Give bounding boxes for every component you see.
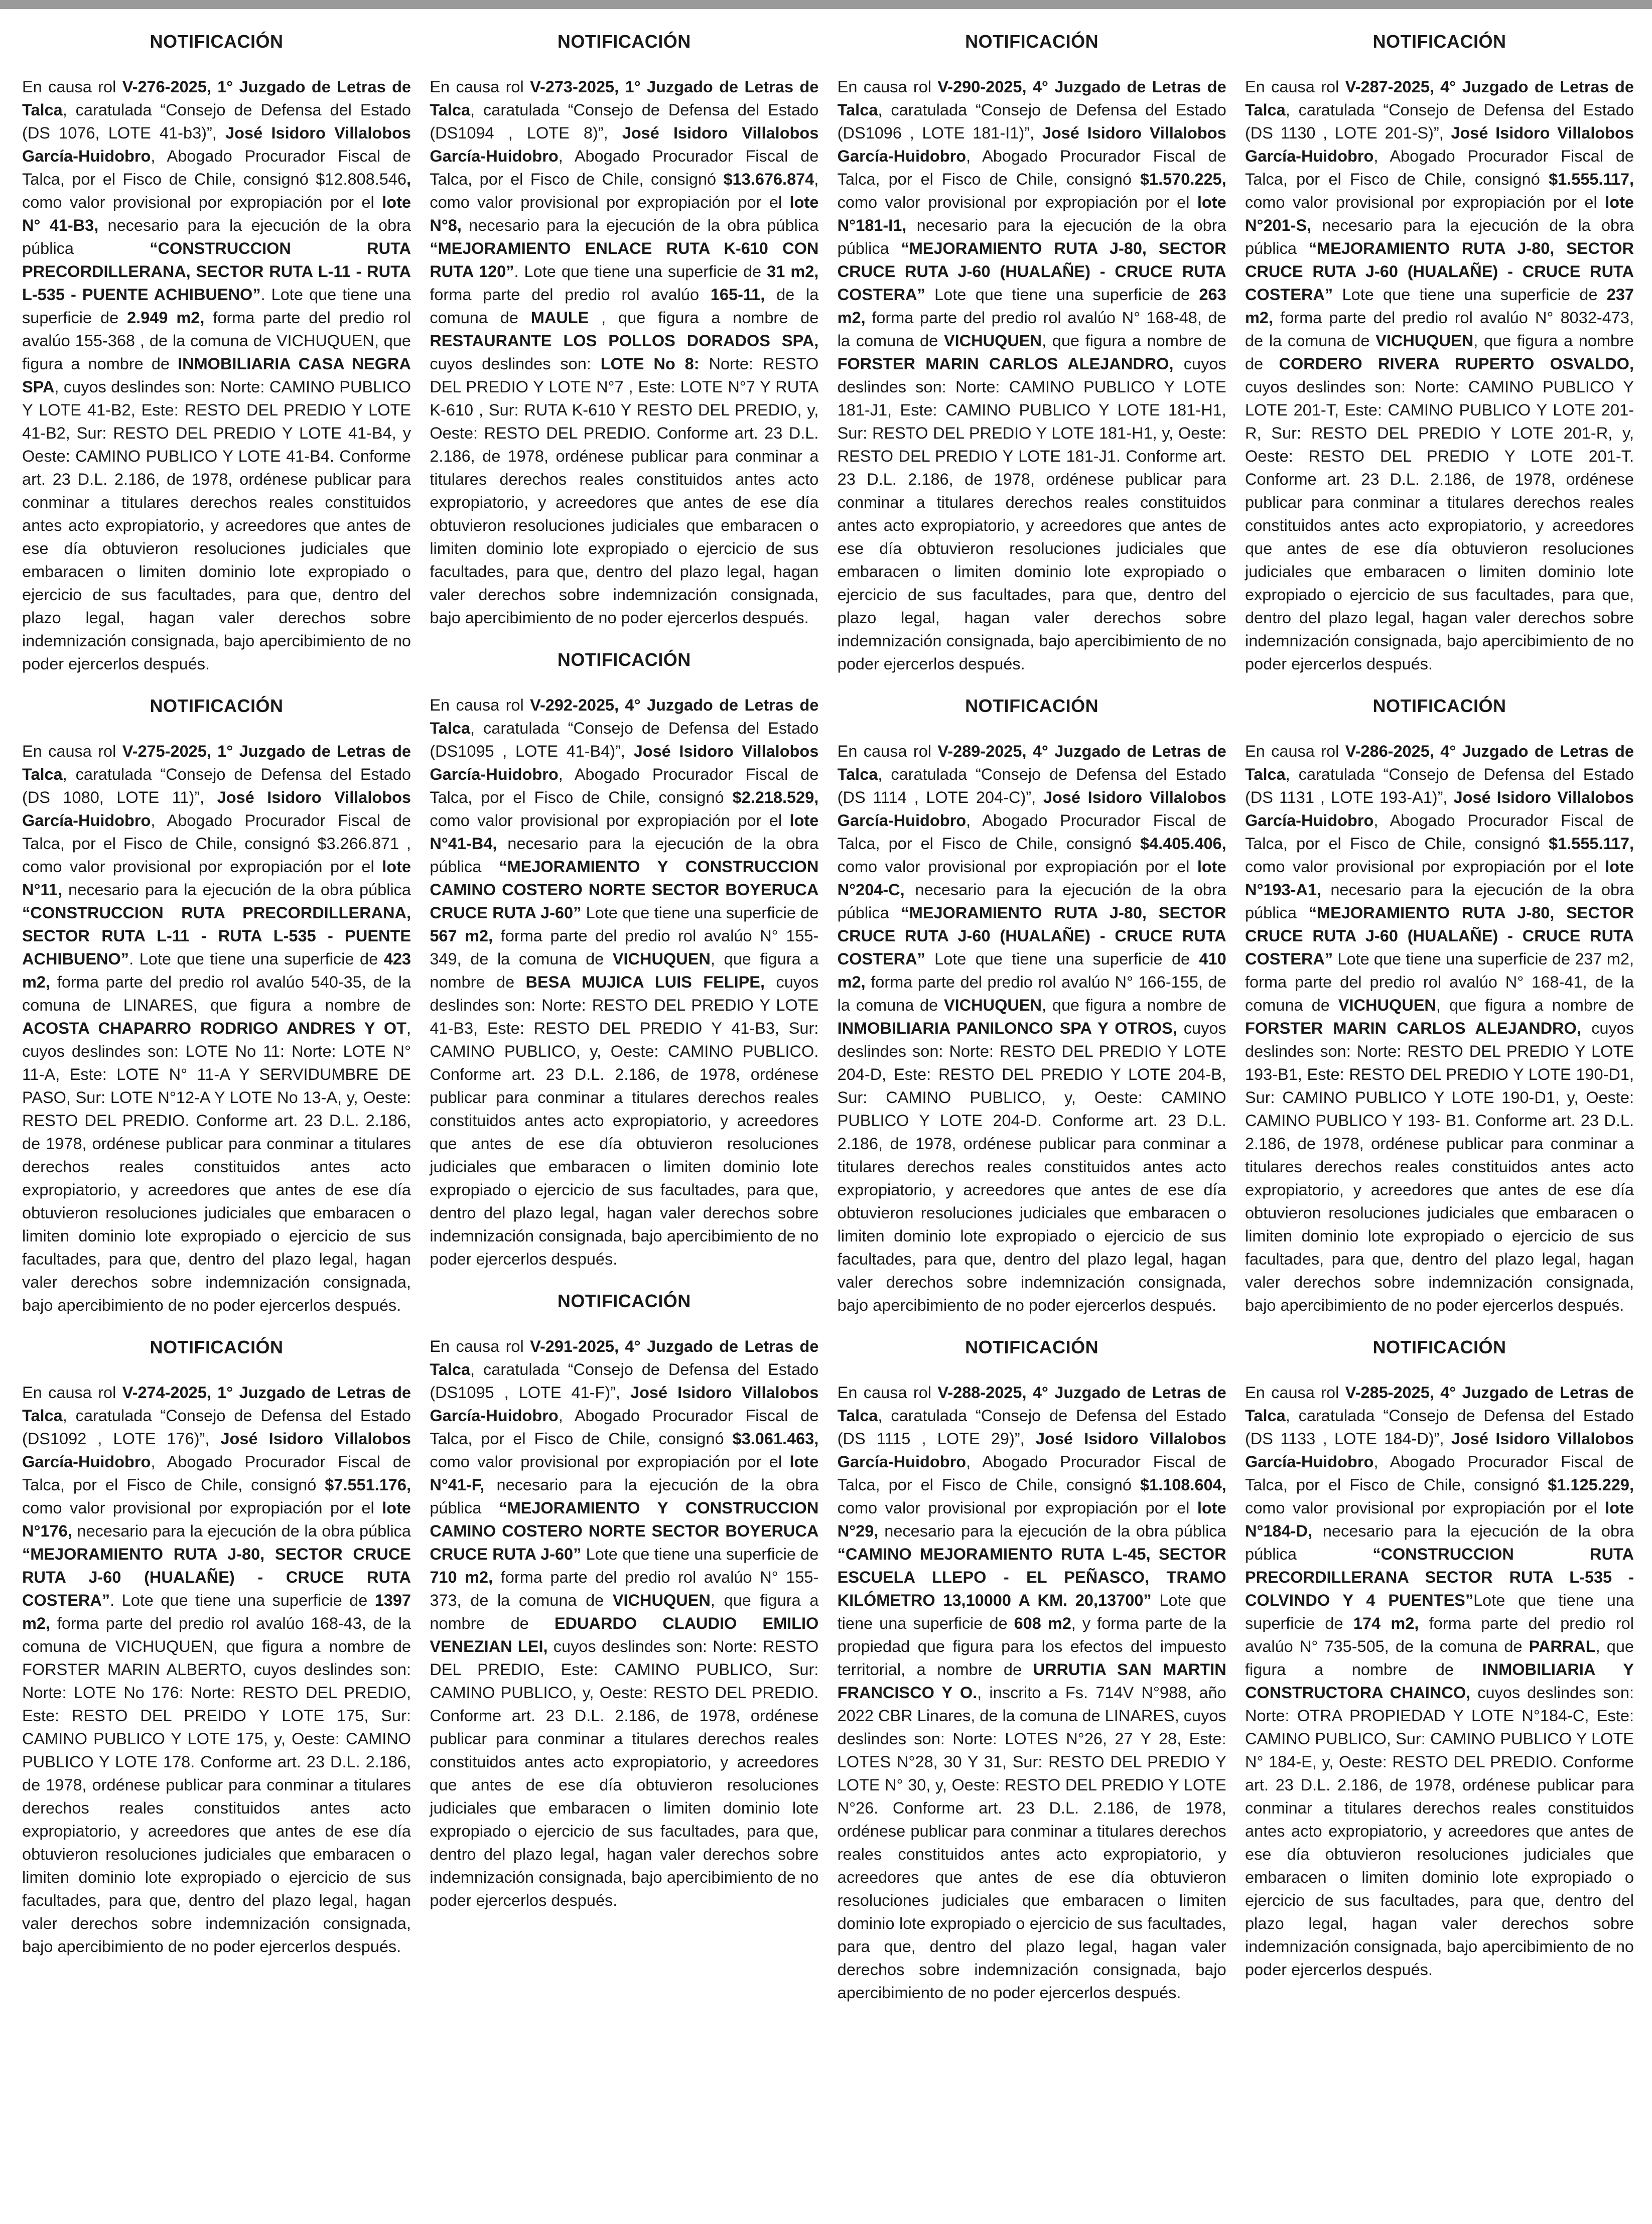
bold-run: BESA MUJICA LUIS FELIPE, [525,973,765,991]
bold-run: lote N°176, [22,1499,411,1540]
bold-run: “CONSTRUCCION RUTA PRECORDILLERANA, SECTOR RUTA L-11 - RUTA L-535 - PUENTE ACHIBUENO” [22,239,411,304]
notice [22,31,411,675]
bold-run: José Isidoro Villalobos García-Huidobro [1245,788,1634,829]
notice-heading: NOTIFICACIÓN [557,649,691,670]
column-3 [838,26,1226,2224]
bold-run: lote N°41-B4, [430,811,819,853]
bold-run: V-290-2025, 4° Juzgado de Letras de Talca [837,78,1226,119]
bold-run: $1.125.229, [1548,1476,1634,1494]
bold-run: 237 m2, [1245,286,1634,327]
bold-run: 423 m2, [22,950,411,991]
bold-run: VICHUQUEN [943,996,1042,1014]
bold-run: V-276-2025, 1° Juzgado de Letras de Talca [22,78,411,119]
bold-run: V-273-2025, 1° Juzgado de Letras de Talca [430,78,819,119]
bold-run: “CONSTRUCCION RUTA PRECORDILLERANA, SECTOR RUTA L-11 - RUTA L-535 - PUENTE ACHIBUENO” [22,904,411,968]
bold-run: 1397 m2, [22,1591,411,1632]
bold-run: José Isidoro Villalobos García-Huidobro [430,742,819,783]
bold-run: V-275-2025, 1° Juzgado de Letras de Talca [22,742,411,783]
notice-body: En causa rol V-289-2025, 4° Juzgado de Letras de Talca, caratulada “Consejo de Defensa del Estado (DS 1114 , LOTE 204-C)”, José Isidoro Villalobos García-Huidobro, Abogado Procurador Fiscal de Talca, por el Fisco de Chile, consignó $4.405.406, como valor provisional por expropiación por el lote N°204-C, necesario para la ejecución de la obra pública “MEJORAMIENTO RUTA J-80, SECTOR CRUCE RUTA J-60 (HUALAÑE) - CRUCE RUTA COSTERA” Lote que tiene una superficie de 410 m2, forma parte del predio rol avalúo N° 166-155, de la comuna de VICHUQUEN, que figura a nombre de INMOBILIARIA PANILONCO SPA Y OTROS, cuyos deslindes son: Norte: RESTO DEL PREDIO Y LOTE 204-D, Este: RESTO DEL PREDIO Y LOTE 204-B, Sur: CAMINO PUBLICO, y, Oeste: CAMINO PUBLICO Y LOTE 204-D. Conforme art. 23 D.L. 2.186, de 1978, ordénese publicar para conminar a titulares derechos reales constituidos antes acto expropiatorio, y acreedores que antes de ese día obtuvieron resoluciones judiciales que embaracen o limiten dominio lote expropiado o ejercicio de sus facultades, para que, dentro del plazo legal, hagan valer derechos sobre indemnización consignada, bajo apercibimiento de no poder ejercerlos después. [837,742,1226,1314]
notice [1245,696,1634,1317]
notice-heading: NOTIFICACIÓN [1372,1337,1506,1357]
notice-heading: NOTIFICACIÓN [150,31,284,52]
bold-run: “MEJORAMIENTO Y CONSTRUCCION CAMINO COSTERO NORTE SECTOR BOYERUCA CRUCE RUTA J-60” [430,1499,819,1563]
bold-run: José Isidoro Villalobos García-Huidobro [22,1430,411,1471]
notice-body: En causa rol V-286-2025, 4° Juzgado de Letras de Talca, caratulada “Consejo de Defensa del Estado (DS 1131 , LOTE 193-A1)”, José Isidoro Villalobos García-Huidobro, Abogado Procurador Fiscal de Talca, por el Fisco de Chile, consignó $1.555.117, como valor provisional por expropiación por el lote N°193-A1, necesario para la ejecución de la obra pública “MEJORAMIENTO RUTA J-80, SECTOR CRUCE RUTA J-60 (HUALAÑE) - CRUCE RUTA COSTERA” Lote que tiene una superficie de 237 m2, forma parte del predio rol avalúo N° 168-41, de la comuna de VICHUQUEN, que figura a nombre de FORSTER MARIN CARLOS ALEJANDRO, cuyos deslindes son: Norte: RESTO DEL PREDIO Y LOTE 193-B1, Este: RESTO DEL PREDIO Y LOTE 190-D1, Sur: CAMINO PUBLICO Y LOTE 190-D1, y, Oeste: CAMINO PUBLICO Y 193- B1. Conforme art. 23 D.L. 2.186, de 1978, ordénese publicar para conminar a titulares derechos reales constituidos antes acto expropiatorio, y acreedores que antes de ese día obtuvieron resoluciones judiciales que embaracen o limiten dominio lote expropiado o ejercicio de sus facultades, para que, dentro del plazo legal, hagan valer derechos sobre indemnización consignada, bajo apercibimiento de no poder ejercerlos después. [1245,742,1634,1314]
bold-run: lote N° 41-B3, [22,193,411,234]
bold-run: $1.108.604, [1140,1476,1226,1494]
bold-run: LOTE No 8: [600,355,700,373]
bold-run: José Isidoro Villalobos García-Huidobro [837,1430,1226,1471]
bold-run: “CONSTRUCCION RUTA PRECORDILLERANA SECTOR RUTA L-535 - COLVINDO Y 4 PUENTES” [1245,1545,1634,1609]
bold-run: lote N°11, [22,858,411,899]
bold-run: “MEJORAMIENTO RUTA J-80, SECTOR CRUCE RUTA J-60 (HUALAÑE) - CRUCE RUTA COSTERA” [22,1545,411,1609]
bold-run: José Isidoro Villalobos García-Huidobro [837,124,1226,165]
bold-run: “MEJORAMIENTO ENLACE RUTA K-610 CON RUTA 120” [430,239,819,281]
column-2 [430,26,818,2224]
bold-run: José Isidoro Villalobos García-Huidobro [22,788,411,829]
bold-run: VICHUQUEN [612,1591,711,1609]
bold-run: PARRAL [1529,1637,1596,1655]
bold-run: “MEJORAMIENTO RUTA J-80, SECTOR CRUCE RUTA J-60 (HUALAÑE) - CRUCE RUTA COSTERA” [837,904,1226,968]
bold-run: José Isidoro Villalobos García-Huidobro [430,124,819,165]
bold-run: VICHUQUEN [943,332,1042,350]
bold-run: lote N°204-C, [837,858,1226,899]
bold-run: V-274-2025, 1° Juzgado de Letras de Talca [22,1383,411,1425]
notice-heading: NOTIFICACIÓN [150,1337,284,1357]
notice [430,649,818,1271]
bold-run: $4.405.406, [1140,835,1226,853]
notice [430,31,818,629]
bold-run: 2.949 m2, [127,309,205,327]
bold-run: José Isidoro Villalobos García-Huidobro [430,1383,819,1425]
bold-run: $3.061.463, [732,1430,819,1448]
bold-run: RESTAURANTE LOS POLLOS DORADOS SPA, [430,332,819,350]
bold-run: 608 m2 [1014,1614,1071,1632]
bold-run: EDUARDO CLAUDIO EMILIO VENEZIAN LEI, [430,1614,819,1655]
bold-run: V-292-2025, 4° Juzgado de Letras de Talca [430,696,819,737]
bold-run: José Isidoro Villalobos García-Huidobro [1245,1430,1634,1471]
notice [1245,1337,1634,1981]
bold-run: 410 m2, [837,950,1226,991]
notice-heading: NOTIFICACIÓN [150,696,284,716]
bold-run: INMOBILIARIA CASA NEGRA SPA [22,355,411,396]
bold-run: 31 m2, [767,262,819,281]
bold-run: $1.555.117, [1549,835,1634,853]
bold-run: URRUTIA SAN MARTIN FRANCISCO Y O. [837,1660,1226,1702]
bold-run: lote N°181-I1, [837,193,1226,234]
bold-run: 710 m2, [430,1568,493,1586]
notice-heading: NOTIFICACIÓN [1372,31,1506,52]
bold-run: lote N°41-F, [430,1453,819,1494]
notice-body: En causa rol V-275-2025, 1° Juzgado de Letras de Talca, caratulada “Consejo de Defensa del Estado (DS 1080, LOTE 11)”, José Isidoro Villalobos García-Huidobro, Abogado Procurador Fiscal de Talca, por el Fisco de Chile, consignó $3.266.871 , como valor provisional por expropiación por el lote N°11, necesario para la ejecución de la obra pública “CONSTRUCCION RUTA PRECORDILLERANA, SECTOR RUTA L-11 - RUTA L-535 - PUENTE ACHIBUENO”. Lote que tiene una superficie de 423 m2, forma parte del predio rol avalúo 540-35, de la comuna de LINARES, que figura a nombre de ACOSTA CHAPARRO RODRIGO ANDRES Y OT, cuyos deslindes son: LOTE No 11: Norte: LOTE N° 11-A, Este: LOTE N° 11-A Y SERVIDUMBRE DE PASO, Sur: LOTE N°12-A Y LOTE No 13-A, y, Oeste: RESTO DEL PREDIO. Conforme art. 23 D.L. 2.186, de 1978, ordénese publicar para conminar a titulares derechos reales constituidos antes acto expropiatorio, y acreedores que antes de ese día obtuvieron resoluciones judiciales que embaracen o limiten dominio lote expropiado o ejercicio de sus facultades, para que, dentro del plazo legal, hagan valer derechos sobre indemnización consignada, bajo apercibimiento de no poder ejercerlos después. [22,742,411,1314]
notice-body: En causa rol V-274-2025, 1° Juzgado de Letras de Talca, caratulada “Consejo de Defensa del Estado (DS1092 , LOTE 176)”, José Isidoro Villalobos García-Huidobro, Abogado Procurador Fiscal de Talca, por el Fisco de Chile, consignó $7.551.176, como valor provisional por expropiación por el lote N°176, necesario para la ejecución de la obra pública “MEJORAMIENTO RUTA J-80, SECTOR CRUCE RUTA J-60 (HUALAÑE) - CRUCE RUTA COSTERA”. Lote que tiene una superficie de 1397 m2, forma parte del predio rol avalúo 168-43, de la comuna de VICHUQUEN, que figura a nombre de FORSTER MARIN ALBERTO, cuyos deslindes son: Norte: LOTE No 176: Norte: RESTO DEL PREDIO, Este: RESTO DEL PREIDO Y LOTE 175, Sur: CAMINO PUBLICO Y LOTE 175, y, Oeste: CAMINO PUBLICO Y LOTE 178. Conforme art. 23 D.L. 2.186, de 1978, ordénese publicar para conminar a titulares derechos reales constituidos antes acto expropiatorio, y acreedores que antes de ese día obtuvieron resoluciones judiciales que embaracen o limiten dominio lote expropiado o ejercicio de sus facultades, para que, dentro del plazo legal, hagan valer derechos sobre indemnización consignada, bajo apercibimiento de no poder ejercerlos después. [22,1383,411,1956]
bold-run: V-291-2025, 4° Juzgado de Letras de Talca [430,1337,819,1378]
bold-run: , [406,170,411,188]
notice-body: En causa rol V-273-2025, 1° Juzgado de Letras de Talca, caratulada “Consejo de Defensa del Estado (DS1094 , LOTE 8)”, José Isidoro Villalobos García-Huidobro, Abogado Procurador Fiscal de Talca, por el Fisco de Chile, consignó $13.676.874, como valor provisional por expropiación por el lote N°8, necesario para la ejecución de la obra pública “MEJORAMIENTO ENLACE RUTA K-610 CON RUTA 120”. Lote que tiene una superficie de 31 m2, forma parte del predio rol avalúo 165-11, de la comuna de MAULE , que figura a nombre de RESTAURANTE LOS POLLOS DORADOS SPA, cuyos deslindes son: LOTE No 8: Norte: RESTO DEL PREDIO Y LOTE N°7 , Este: LOTE N°7 Y RUTA K-610 , Sur: RUTA K-610 Y RESTO DEL PREDIO, y, Oeste: RESTO DEL PREDIO. Conforme art. 23 D.L. 2.186, de 1978, ordénese publicar para conminar a titulares derechos reales constituidos antes acto expropiatorio, y acreedores que antes de ese día obtuvieron resoluciones judiciales que embaracen o limiten dominio lote expropiado o ejercicio de sus facultades, para que, dentro del plazo legal, hagan valer derechos sobre indemnización consignada, bajo apercibimiento de no poder ejercerlos después. [430,78,819,627]
bold-run: “MEJORAMIENTO Y CONSTRUCCION CAMINO COSTERO NORTE SECTOR BOYERUCA CRUCE RUTA J-60” [430,858,819,922]
bold-run: INMOBILIARIA Y CONSTRUCTORA CHAINCO, [1245,1660,1634,1702]
bold-run: 174 m2, [1353,1614,1419,1632]
bold-run: José Isidoro Villalobos García-Huidobro [837,788,1226,829]
bold-run: 165-11, [710,286,765,304]
bold-run: José Isidoro Villalobos García-Huidobro [22,124,411,165]
bold-run: V-285-2025, 4° Juzgado de Letras de Talca [1245,1383,1634,1425]
bold-run: V-288-2025, 4° Juzgado de Letras de Talca [837,1383,1226,1425]
notice-heading: NOTIFICACIÓN [965,696,1099,716]
notices-page [0,9,1652,2224]
bold-run: CORDERO RIVERA RUPERTO OSVALDO, [1279,355,1634,373]
bold-run: lote N°193-A1, [1245,858,1634,899]
bold-run: lote N°201-S, [1245,193,1634,234]
notice-body: En causa rol V-285-2025, 4° Juzgado de Letras de Talca, caratulada “Consejo de Defensa del Estado (DS 1133 , LOTE 184-D)”, José Isidoro Villalobos García-Huidobro, Abogado Procurador Fiscal de Talca, por el Fisco de Chile, consignó $1.125.229, como valor provisional por expropiación por el lote N°184-D, necesario para la ejecución de la obra pública “CONSTRUCCION RUTA PRECORDILLERANA SECTOR RUTA L-535 - COLVINDO Y 4 PUENTES”Lote que tiene una superficie de 174 m2, forma parte del predio rol avalúo N° 735-505, de la comuna de PARRAL, que figura a nombre de INMOBILIARIA Y CONSTRUCTORA CHAINCO, cuyos deslindes son: Norte: OTRA PROPIEDAD Y LOTE N°184-C, Este: CAMINO PUBLICO, Sur: CAMINO PUBLICO Y LOTE N° 184-E, y, Oeste: RESTO DEL PREDIO. Conforme art. 23 D.L. 2.186, de 1978, ordénese publicar para conminar a titulares derechos reales constituidos antes acto expropiatorio, y acreedores que antes de ese día obtuvieron resoluciones judiciales que embaracen o limiten dominio lote expropiado o ejercicio de sus facultades, para que, dentro del plazo legal, hagan valer derechos sobre indemnización consignada, bajo apercibimiento de no poder ejercerlos después. [1245,1383,1634,1979]
bold-run: V-286-2025, 4° Juzgado de Letras de Talca [1245,742,1634,783]
bold-run: “MEJORAMIENTO RUTA J-80, SECTOR CRUCE RUTA J-60 (HUALAÑE) - CRUCE RUTA COSTERA” [1245,239,1634,304]
bold-run: V-287-2025, 4° Juzgado de Letras de Talca [1245,78,1634,119]
bold-run: $1.555.117, [1549,170,1634,188]
bold-run: VICHUQUEN [612,950,711,968]
notice [430,1291,818,1912]
bold-run: $1.570.225, [1140,170,1226,188]
notice-heading: NOTIFICACIÓN [557,1291,691,1311]
bold-run: ACOSTA CHAPARRO RODRIGO ANDRES Y OT [22,1019,406,1037]
notice [838,696,1226,1317]
bold-run: lote N°184-D, [1245,1499,1634,1540]
bold-run: lote N°29, [837,1499,1226,1540]
notice [22,696,411,1317]
bold-run: $2.218.529, [732,788,819,806]
notice [838,31,1226,675]
bold-run: 567 m2, [430,927,493,945]
notice-body: En causa rol V-292-2025, 4° Juzgado de Letras de Talca, caratulada “Consejo de Defensa del Estado (DS1095 , LOTE 41-B4)”, José Isidoro Villalobos García-Huidobro, Abogado Procurador Fiscal de Talca, por el Fisco de Chile, consignó $2.218.529, como valor provisional por expropiación por el lote N°41-B4, necesario para la ejecución de la obra pública “MEJORAMIENTO Y CONSTRUCCION CAMINO COSTERO NORTE SECTOR BOYERUCA CRUCE RUTA J-60” Lote que tiene una superficie de 567 m2, forma parte del predio rol avalúo N° 155-349, de la comuna de VICHUQUEN, que figura a nombre de BESA MUJICA LUIS FELIPE, cuyos deslindes son: Norte: RESTO DEL PREDIO Y LOTE 41-B3, Este: RESTO DEL PREDIO Y 41-B3, Sur: CAMINO PUBLICO, y, Oeste: CAMINO PUBLICO. Conforme art. 23 D.L. 2.186, de 1978, ordénese publicar para conminar a titulares derechos reales constituidos antes acto expropiatorio, y acreedores que antes de ese día obtuvieron resoluciones judiciales que embaracen o limiten dominio lote expropiado o ejercicio de sus facultades, para que, dentro del plazo legal, hagan valer derechos sobre indemnización consignada, bajo apercibimiento de no poder ejercerlos después. [430,696,819,1268]
notice-heading: NOTIFICACIÓN [557,31,691,52]
bold-run: lote N°8, [430,193,819,234]
bold-run: INMOBILIARIA PANILONCO SPA Y OTROS, [837,1019,1177,1037]
notice-heading: NOTIFICACIÓN [965,31,1099,52]
column-4 [1245,26,1634,2224]
bold-run: VICHUQUEN [1338,996,1436,1014]
bold-run: VICHUQUEN [1375,332,1474,350]
column-1 [22,26,411,2224]
notice-body: En causa rol V-287-2025, 4° Juzgado de Letras de Talca, caratulada “Consejo de Defensa del Estado (DS 1130 , LOTE 201-S)”, José Isidoro Villalobos García-Huidobro, Abogado Procurador Fiscal de Talca, por el Fisco de Chile, consignó $1.555.117, como valor provisional por expropiación por el lote N°201-S, necesario para la ejecución de la obra pública “MEJORAMIENTO RUTA J-80, SECTOR CRUCE RUTA J-60 (HUALAÑE) - CRUCE RUTA COSTERA” Lote que tiene una superficie de 237 m2, forma parte del predio rol avalúo N° 8032-473, de la comuna de VICHUQUEN, que figura a nombre de CORDERO RIVERA RUPERTO OSVALDO, cuyos deslindes son: Norte: CAMINO PUBLICO Y LOTE 201-T, Este: CAMINO PUBLICO Y LOTE 201-R, Sur: RESTO DEL PREDIO Y LOTE 201-R, y, Oeste: RESTO DEL PREDIO Y LOTE 201-T. Conforme art. 23 D.L. 2.186, de 1978, ordénese publicar para conminar a titulares derechos reales constituidos antes acto expropiatorio, y acreedores que antes de ese día obtuvieron resoluciones judiciales que embaracen o limiten dominio lote expropiado o ejercicio de sus facultades, para que, dentro del plazo legal, hagan valer derechos sobre indemnización consignada, bajo apercibimiento de no poder ejercerlos después. [1245,78,1634,673]
top-rule [0,0,1652,9]
bold-run: FORSTER MARIN CARLOS ALEJANDRO, [837,355,1174,373]
notice-body: En causa rol V-288-2025, 4° Juzgado de Letras de Talca, caratulada “Consejo de Defensa del Estado (DS 1115 , LOTE 29)”, José Isidoro Villalobos García-Huidobro, Abogado Procurador Fiscal de Talca, por el Fisco de Chile, consignó $1.108.604, como valor provisional por expropiación por el lote N°29, necesario para la ejecución de la obra pública “CAMINO MEJORAMIENTO RUTA L-45, SECTOR ESCUELA LLEPO - EL PEÑASCO, TRAMO KILÓMETRO 13,10000 A KM. 20,13700” Lote que tiene una superficie de 608 m2, y forma parte de la propiedad que figura para los efectos del impuesto territorial, a nombre de URRUTIA SAN MARTIN FRANCISCO Y O., inscrito a Fs. 714V N°988, año 2022 CBR Linares, de la comuna de LINARES, cuyos deslindes son: Norte: LOTES N°26, 27 Y 28, Este: LOTES N°28, 30 Y 31, Sur: RESTO DEL PREDIO Y LOTE N° 30, y, Oeste: RESTO DEL PREDIO Y LOTE N°26. Conforme art. 23 D.L. 2.186, de 1978, ordénese publicar para conminar a titulares derechos reales constituidos antes acto expropiatorio, y acreedores que antes de ese día obtuvieron resoluciones judiciales que embaracen o limiten dominio lote expropiado o ejercicio de sus facultades, para que, dentro del plazo legal, hagan valer derechos sobre indemnización consignada, bajo apercibimiento de no poder ejercerlos después. [837,1383,1226,2002]
bold-run: “MEJORAMIENTO RUTA J-80, SECTOR CRUCE RUTA J-60 (HUALAÑE) - CRUCE RUTA COSTERA” [1245,904,1634,968]
notice-body: En causa rol V-290-2025, 4° Juzgado de Letras de Talca, caratulada “Consejo de Defensa del Estado (DS1096 , LOTE 181-I1)”, José Isidoro Villalobos García-Huidobro, Abogado Procurador Fiscal de Talca, por el Fisco de Chile, consignó $1.570.225, como valor provisional por expropiación por el lote N°181-I1, necesario para la ejecución de la obra pública “MEJORAMIENTO RUTA J-80, SECTOR CRUCE RUTA J-60 (HUALAÑE) - CRUCE RUTA COSTERA” Lote que tiene una superficie de 263 m2, forma parte del predio rol avalúo N° 168-48, de la comuna de VICHUQUEN, que figura a nombre de FORSTER MARIN CARLOS ALEJANDRO, cuyos deslindes son: Norte: CAMINO PUBLICO Y LOTE 181-J1, Este: CAMINO PUBLICO Y LOTE 181-H1, Sur: RESTO DEL PREDIO Y LOTE 181-H1, y, Oeste: RESTO DEL PREDIO Y LOTE 181-J1. Conforme art. 23 D.L. 2.186, de 1978, ordénese publicar para conminar a titulares derechos reales constituidos antes acto expropiatorio, y acreedores que antes de ese día obtuvieron resoluciones judiciales que embaracen o limiten dominio lote expropiado o ejercicio de sus facultades, para que, dentro del plazo legal, hagan valer derechos sobre indemnización consignada, bajo apercibimiento de no poder ejercerlos después. [837,78,1226,673]
bold-run: FORSTER MARIN CARLOS ALEJANDRO, [1245,1019,1581,1037]
notice-body: En causa rol V-276-2025, 1° Juzgado de Letras de Talca, caratulada “Consejo de Defensa del Estado (DS 1076, LOTE 41-b3)”, José Isidoro Villalobos García-Huidobro, Abogado Procurador Fiscal de Talca, por el Fisco de Chile, consignó $12.808.546, como valor provisional por expropiación por el lote N° 41-B3, necesario para la ejecución de la obra pública “CONSTRUCCION RUTA PRECORDILLERANA, SECTOR RUTA L-11 - RUTA L-535 - PUENTE ACHIBUENO”. Lote que tiene una superficie de 2.949 m2, forma parte del predio rol avalúo 155-368 , de la comuna de VICHUQUEN, que figura a nombre de INMOBILIARIA CASA NEGRA SPA, cuyos deslindes son: Norte: CAMINO PUBLICO Y LOTE 41-B2, Este: RESTO DEL PREDIO Y LOTE 41-B2, Sur: RESTO DEL PREDIO Y LOTE 41-B4, y Oeste: CAMINO PUBLICO Y LOTE 41-B4. Conforme art. 23 D.L. 2.186, de 1978, ordénese publicar para conminar a titulares derechos reales constituidos antes acto expropiatorio, y acreedores que antes de ese día obtuvieron resoluciones judiciales que embaracen o limiten dominio lote expropiado o ejercicio de sus facultades, para que, dentro del plazo legal, hagan valer derechos sobre indemnización consignada, bajo apercibimiento de no poder ejercerlos después. [22,78,411,673]
bold-run: $7.551.176, [325,1476,411,1494]
bold-run: MAULE [530,309,589,327]
bold-run: V-289-2025, 4° Juzgado de Letras de Talca [837,742,1226,783]
notice-heading: NOTIFICACIÓN [1372,696,1506,716]
notice [1245,31,1634,675]
notice-body: En causa rol V-291-2025, 4° Juzgado de Letras de Talca, caratulada “Consejo de Defensa del Estado (DS1095 , LOTE 41-F)”, José Isidoro Villalobos García-Huidobro, Abogado Procurador Fiscal de Talca, por el Fisco de Chile, consignó $3.061.463, como valor provisional por expropiación por el lote N°41-F, necesario para la ejecución de la obra pública “MEJORAMIENTO Y CONSTRUCCION CAMINO COSTERO NORTE SECTOR BOYERUCA CRUCE RUTA J-60” Lote que tiene una superficie de 710 m2, forma parte del predio rol avalúo N° 155-373, de la comuna de VICHUQUEN, que figura a nombre de EDUARDO CLAUDIO EMILIO VENEZIAN LEI, cuyos deslindes son: Norte: RESTO DEL PREDIO, Este: CAMINO PUBLICO, Sur: CAMINO PUBLICO, y, Oeste: RESTO DEL PREDIO. Conforme art. 23 D.L. 2.186, de 1978, ordénese publicar para conminar a titulares derechos reales constituidos antes acto expropiatorio, y acreedores que antes de ese día obtuvieron resoluciones judiciales que embaracen o limiten dominio lote expropiado o ejercicio de sus facultades, para que, dentro del plazo legal, hagan valer derechos sobre indemnización consignada, bajo apercibimiento de no poder ejercerlos después. [430,1337,819,1909]
notice [838,1337,1226,2004]
notice-heading: NOTIFICACIÓN [965,1337,1099,1357]
notice [22,1337,411,1958]
bold-run: “MEJORAMIENTO RUTA J-80, SECTOR CRUCE RUTA J-60 (HUALAÑE) - CRUCE RUTA COSTERA” [837,239,1226,304]
bold-run: José Isidoro Villalobos García-Huidobro [1245,124,1634,165]
bold-run: “CAMINO MEJORAMIENTO RUTA L-45, SECTOR ESCUELA LLEPO - EL PEÑASCO, TRAMO KILÓMETRO 13,10000 A KM. 20,13700” [837,1545,1226,1609]
bold-run: 263 m2, [837,286,1226,327]
bold-run: $13.676.874 [723,170,814,188]
